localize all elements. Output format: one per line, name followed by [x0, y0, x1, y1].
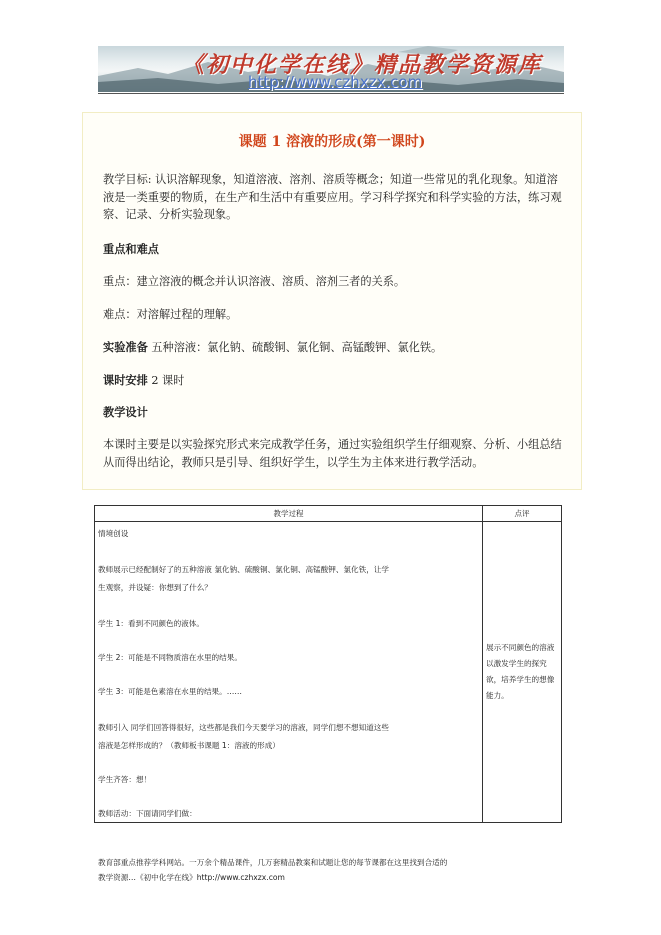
- column-header-process: 教学过程: [95, 506, 483, 522]
- process-line: 情境创设: [98, 529, 129, 538]
- teaching-objectives: 教学目标: 认识溶解现象，知道溶液、溶剂、溶质等概念；知道一些常见的乳化现象。知道溶液是一类重要的物质，在生产和生活中有重要应用。学习科学探究和科学实验的方法，练习观察、记录、分析实验现象。: [103, 173, 562, 221]
- banner-url-link[interactable]: http://www.czhxzx.com: [248, 73, 423, 91]
- header-divider: [98, 93, 564, 94]
- class-schedule: [103, 372, 565, 390]
- process-line: 学生 2：可能是不同物质溶在水里的结果。: [98, 653, 242, 662]
- process-line: 教师引入 同学们回答得很好，这些都是我们今天要学习的溶液，同学们想不想知道这些: [98, 723, 389, 732]
- column-header-comment: 点评: [483, 506, 561, 522]
- footer-line: 教学资源…《初中化学在线》http://www.czhxzx.com: [98, 873, 285, 882]
- process-line: 学生 1：看到不同颜色的液体。: [98, 619, 204, 628]
- key-point-text: 重点：建立溶液的概念并认识溶液、溶质、溶剂三者的关系。: [103, 275, 406, 288]
- process-line: 生观察，并设疑：你想到了什么？: [98, 583, 212, 592]
- prep-text: 五种溶液：氯化钠、硫酸铜、氯化铜、高锰酸钾、氯化铁。: [147, 341, 443, 354]
- process-line: 教师展示已经配制好了的五种溶液 氯化钠、硫酸铜、氯化铜、高锰酸钾、氯化铁，让学: [98, 565, 389, 574]
- process-line: 学生 3：可能是色素溶在水里的结果。……: [98, 687, 242, 696]
- schedule-text: 2 课时: [147, 374, 185, 387]
- process-cell: [95, 522, 483, 822]
- experiment-prep: [103, 339, 565, 357]
- header-banner: [98, 46, 564, 92]
- process-line: 溶液是怎样形成的？（教师板书课题 1：溶液的形成）: [98, 741, 280, 750]
- key-points-heading: 重点和难点: [103, 242, 159, 256]
- schedule-label: 课时安排: [103, 373, 148, 387]
- design-text: 本课时主要是以实验探究形式来完成教学任务，通过实验组织学生仔细观察、分析、小组总结从而得出结论，教师只是引导、组织好学生，以学生为主体来进行教学活动。: [103, 438, 562, 469]
- lesson-summary-box: [82, 112, 582, 490]
- process-line: 学生齐答：想！: [98, 775, 152, 784]
- footer-line: 教育部重点推荐学科网站。一万余个精品课件，几万套精品教案和试题让您的每节课都在这里找到合适的: [98, 858, 448, 867]
- banner-title: 《初中化学在线》精品教学资源库: [182, 52, 543, 78]
- page-footer: [98, 855, 568, 885]
- comment-text: 展示不同颜色的溶液以激发学生的探究欲，培养学生的想像能力。: [486, 643, 555, 700]
- teaching-process-table: [94, 505, 562, 823]
- process-line: 教师活动：下面请同学们做：: [98, 809, 197, 818]
- design-heading: 教学设计: [103, 405, 148, 419]
- difficulty-text: 难点：对溶解过程的理解。: [103, 308, 238, 321]
- lesson-title: 课题 1 溶液的形成(第一课时): [238, 134, 426, 150]
- prep-label: 实验准备: [103, 340, 148, 354]
- comment-cell: [483, 522, 561, 822]
